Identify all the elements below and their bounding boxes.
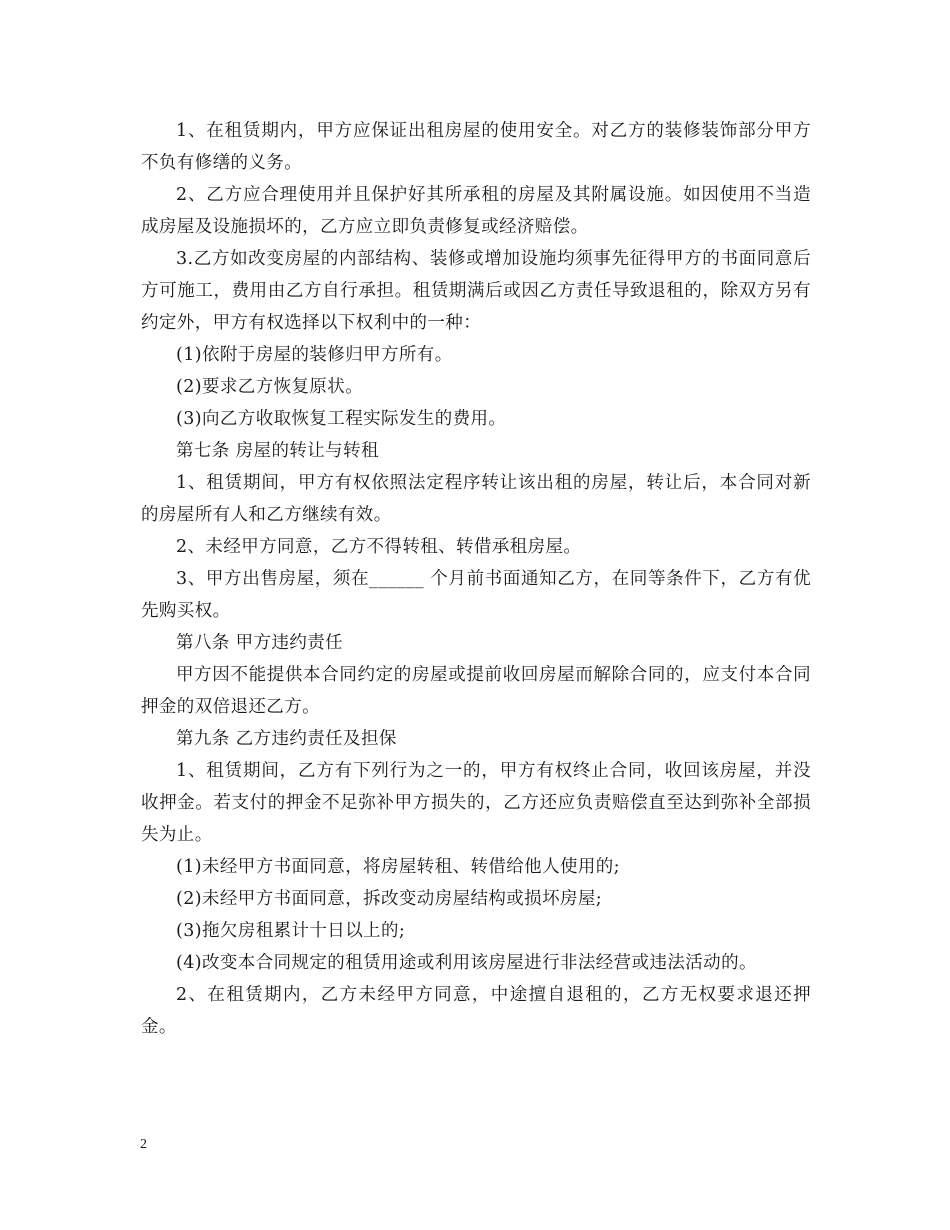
section-heading-article-8: 第八条 甲方违约责任 bbox=[176, 633, 344, 653]
document-body bbox=[141, 115, 811, 1043]
list-item-breach-2: (2)未经甲方书面同意，拆改变动房屋结构或损坏房屋; bbox=[176, 889, 603, 909]
paragraph-no-sublease: 2、未经甲方同意，乙方不得转租、转借承租房屋。 bbox=[176, 537, 582, 557]
paragraph-early-termination: 2、在租赁期内，乙方未经甲方同意，中途擅自退租的，乙方无权要求退还押金。 bbox=[141, 985, 811, 1037]
paragraph-lessee-maintenance: 2、乙方应合理使用并且保护好其所承租的房屋及其附属设施。如因使用不当造成房屋及设施损坏的，乙方应立即负责修复或经济赔偿。 bbox=[141, 185, 811, 237]
list-item-option-1: (1)依附于房屋的装修归甲方所有。 bbox=[176, 345, 453, 365]
paragraph-termination-grounds: 1、租赁期间，乙方有下列行为之一的，甲方有权终止合同，收回该房屋，并没收押金。若支付的押金不足弥补甲方损失的，乙方还应负责赔偿直至达到弥补全部损失为止。 bbox=[141, 761, 811, 845]
list-item-breach-4: (4)改变本合同规定的租赁用途或利用该房屋进行非法经营或违法活动的。 bbox=[176, 953, 757, 973]
list-item-breach-1: (1)未经甲方书面同意，将房屋转租、转借给他人使用的; bbox=[176, 857, 620, 877]
section-heading-article-9: 第九条 乙方违约责任及担保 bbox=[176, 729, 397, 749]
paragraph-alterations: 3.乙方如改变房屋的内部结构、装修或增加设施均须事先征得甲方的书面同意后方可施工，费用由乙方自行承担。租赁期满后或因乙方责任导致退租的，除双方另有约定外，甲方有权选择以下权利中的一种： bbox=[141, 249, 811, 333]
paragraph-lessor-safety: 1、在租赁期内，甲方应保证出租房屋的使用安全。对乙方的装修装饰部分甲方不负有修缮的义务。 bbox=[141, 121, 811, 173]
list-item-breach-3: (3)拖欠房租累计十日以上的; bbox=[176, 921, 406, 941]
paragraph-lessor-liability: 甲方因不能提供本合同约定的房屋或提前收回房屋而解除合同的，应支付本合同押金的双倍退还乙方。 bbox=[141, 665, 811, 717]
page-number: 2 bbox=[140, 1137, 147, 1152]
paragraph-transfer-during-lease: 1、租赁期间，甲方有权依照法定程序转让该出租的房屋，转让后，本合同对新的房屋所有人和乙方继续有效。 bbox=[141, 473, 811, 525]
list-item-option-2: (2)要求乙方恢复原状。 bbox=[176, 377, 364, 397]
paragraph-right-of-first-refusal: 3、甲方出售房屋，须在______ 个月前书面通知乙方，在同等条件下，乙方有优先购买权。 bbox=[141, 569, 811, 621]
list-item-option-3: (3)向乙方收取恢复工程实际发生的费用。 bbox=[176, 409, 507, 429]
section-heading-article-7: 第七条 房屋的转让与转租 bbox=[176, 441, 379, 461]
